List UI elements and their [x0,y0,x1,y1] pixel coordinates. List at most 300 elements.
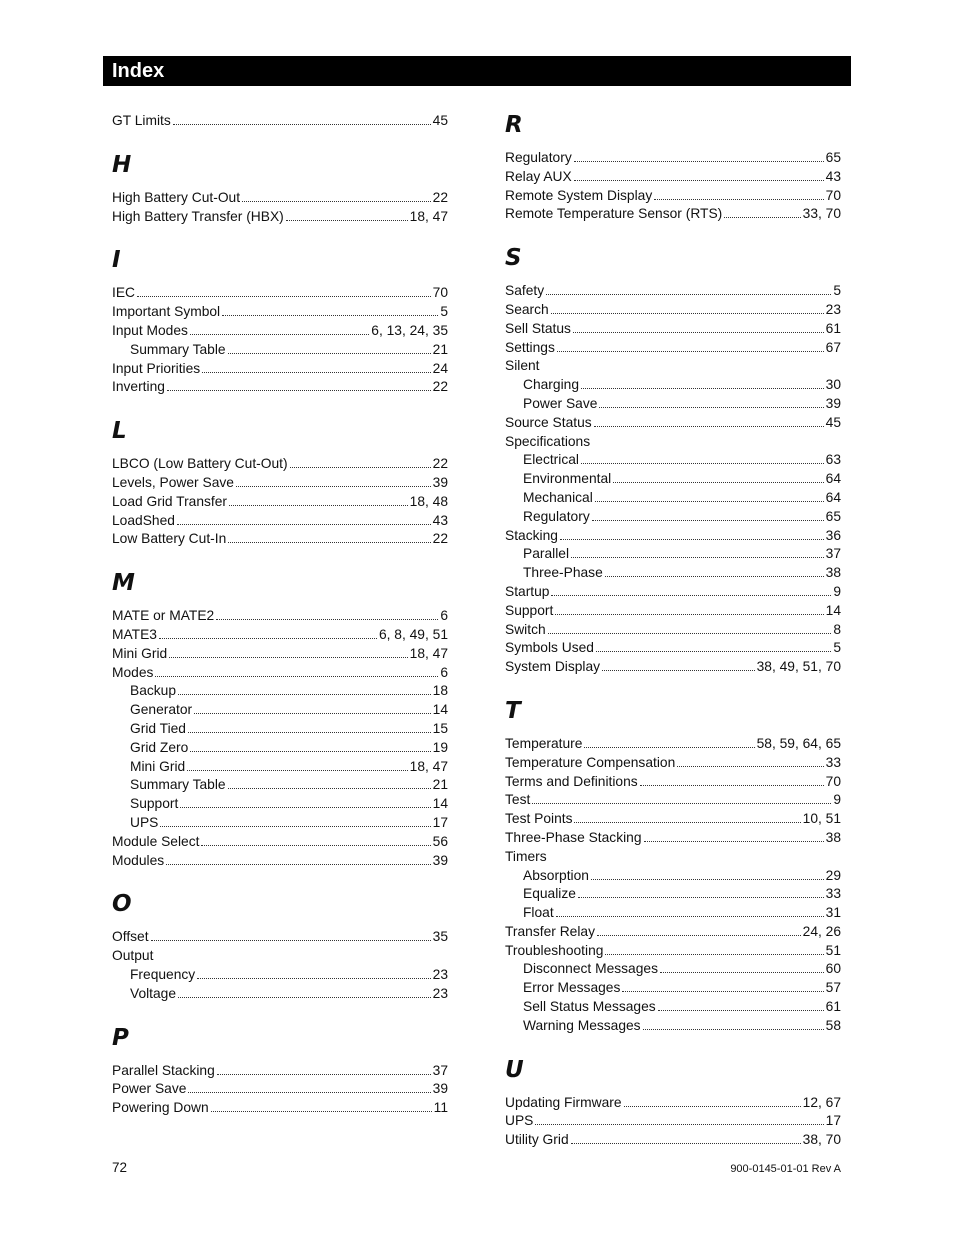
index-subentry [505,470,841,489]
entry-pages: 6 [440,664,448,680]
index-entry [505,301,841,320]
dot-leader [571,1133,801,1144]
entry-term: Electrical [523,452,579,468]
index-entry [505,848,841,867]
section-spacer [112,226,448,247]
entry-term: Test [505,792,531,808]
entry-term: LBCO (Low Battery Cut-Out) [112,456,288,472]
index-entry [505,149,841,168]
dot-leader [605,566,824,577]
entry-pages: 5 [833,640,841,656]
entry-pages: 57 [825,980,841,996]
dot-leader [228,778,431,789]
index-entry [505,1094,841,1113]
entry-term: Modes [112,664,154,680]
entry-term: Mechanical [523,489,593,505]
entry-term: Powering Down [112,1100,209,1116]
index-entry [112,607,448,626]
entry-term: Grid Zero [130,739,189,755]
index-entry [505,773,841,792]
dot-leader [602,660,755,671]
index-entry [112,852,448,871]
entry-term: Absorption [523,867,589,883]
entry-pages: 37 [825,546,841,562]
entry-term: Utility Grid [505,1132,569,1148]
dot-leader [643,1019,824,1030]
entry-pages: 35 [432,929,448,945]
index-subentry [112,720,448,739]
entry-pages: 9 [833,583,841,599]
section-letter-heading: P [112,1024,129,1051]
index-entry [112,189,448,208]
entry-term: LoadShed [112,512,175,528]
index-entry [505,810,841,829]
entry-term: Settings [505,339,555,355]
entry-pages: 36 [825,527,841,543]
index-entry [112,645,448,664]
entry-term: Search [505,301,549,317]
index-entry [112,664,448,683]
dot-leader [532,793,831,804]
entry-pages: 45 [432,113,448,128]
index-entry [505,791,841,810]
index-subentry [505,545,841,564]
dot-leader [574,812,800,823]
entry-pages: 22 [432,189,448,205]
index-entry [505,339,841,358]
section-spacer [112,131,448,152]
entry-pages: 70 [432,285,448,301]
entry-pages: 43 [825,168,841,184]
dot-leader [597,925,801,936]
entry-pages: 39 [432,474,448,490]
index-entry [505,829,841,848]
entry-term: Load Grid Transfer [112,493,228,509]
entry-pages: 63 [825,452,841,468]
index-entry [112,474,448,493]
entry-pages: 18, 47 [409,208,448,224]
dot-leader [573,321,824,332]
index-entry [505,205,841,224]
entry-term: Module Select [112,833,200,849]
entry-pages: 45 [825,414,841,430]
entry-pages: 21 [432,341,448,357]
dot-leader [236,476,431,487]
dot-leader [581,453,824,464]
dot-leader [560,528,824,539]
entry-pages: 22 [432,531,448,547]
entry-pages: 5 [440,304,448,320]
dot-leader [724,207,800,218]
index-entry [112,928,448,947]
entry-pages: 8 [833,621,841,637]
dot-leader [211,1101,432,1112]
entry-pages: 21 [432,777,448,793]
entry-pages: 17 [825,1113,841,1129]
entry-pages: 18, 47 [409,758,448,774]
entry-term: Mini Grid [112,645,168,661]
dot-leader [151,930,431,941]
dot-leader [592,509,824,520]
entry-term: Three-Phase [523,565,603,581]
entry-pages: 10, 51 [802,811,841,827]
entry-term: Warning Messages [523,1017,641,1033]
index-entry [505,187,841,206]
entry-pages: 38, 49, 51, 70 [756,659,841,675]
entry-pages: 23 [825,301,841,317]
entry-pages: 37 [432,1062,448,1078]
entry-pages: 61 [825,320,841,336]
dot-leader [216,609,438,620]
entry-pages: 14 [432,796,448,812]
entry-pages: 58, 59, 64, 65 [756,735,841,751]
index-entry [112,947,448,966]
dot-leader [228,342,431,353]
index-subentry [505,376,841,395]
dot-leader [571,547,824,558]
entry-pages: 5 [833,283,841,299]
entry-pages: 9 [833,792,841,808]
index-entry [112,455,448,474]
entry-term: Updating Firmware [505,1094,622,1110]
dot-leader [201,834,430,845]
dot-leader [660,962,824,973]
index-entry [112,360,448,379]
entry-pages: 12, 67 [802,1094,841,1110]
entry-term: Safety [505,283,545,299]
entry-pages: 14 [432,702,448,718]
dot-leader [599,397,823,408]
index-subentry [112,966,448,985]
index-entry [112,303,448,322]
entry-term: Switch [505,621,546,637]
entry-pages: 39 [432,1081,448,1097]
index-entry [112,112,448,131]
dot-leader [605,943,823,954]
entry-term: Test Points [505,811,573,827]
index-subentry [112,739,448,758]
index-entry [112,284,448,303]
entry-pages: 17 [432,814,448,830]
entry-term: Error Messages [523,980,621,996]
entry-term: Mini Grid [130,758,186,774]
index-entry [112,208,448,227]
dot-leader [228,532,430,543]
section-spacer [112,549,448,570]
index-section [112,870,448,1003]
entry-term: Parallel [523,546,570,562]
entry-pages: 33, 70 [802,206,841,222]
dot-leader [622,981,823,992]
dot-leader [217,1063,431,1074]
dot-leader [555,603,823,614]
dot-leader [229,494,408,505]
index-entry [112,493,448,512]
dot-leader [581,378,824,389]
index-subentry [505,451,841,470]
entry-term: Timers [505,848,547,864]
section-letter-heading: L [112,418,127,445]
dot-leader [551,303,824,314]
index-entry [505,942,841,961]
index-subentry [112,682,448,701]
dot-leader [194,703,431,714]
section-letter-heading: U [505,1056,524,1083]
dot-leader [169,646,407,657]
entry-pages: 58 [825,1017,841,1033]
index-entry [505,735,841,754]
dot-leader [644,831,824,842]
entry-pages: 19 [432,739,448,755]
dot-leader [548,622,832,633]
dot-leader [654,188,823,199]
entry-pages: 43 [432,512,448,528]
entry-term: Float [523,905,554,921]
dot-leader [242,190,431,201]
entry-term: Sell Status [505,320,571,336]
dot-leader [535,1114,823,1125]
dot-leader [551,585,831,596]
section-letter-heading: H [112,151,132,178]
entry-term: Power Save [112,1081,187,1097]
page-title: Index [112,60,165,82]
index-subentry [505,885,841,904]
entry-term: Specifications [505,433,591,449]
entry-pages: 70 [825,187,841,203]
index-section [505,677,841,1036]
index-subentry [112,758,448,777]
section-spacer [112,397,448,418]
entry-term: Silent [505,358,540,374]
entry-term: Startup [505,583,550,599]
dot-leader [167,380,431,391]
entry-pages: 18, 47 [409,645,448,661]
entry-pages: 24, 26 [802,923,841,939]
entry-term: High Battery Transfer (HBX) [112,208,284,224]
dot-leader [595,491,824,502]
section-spacer [505,677,841,698]
entry-pages: 67 [825,339,841,355]
entry-term: Regulatory [523,508,590,524]
dot-leader [578,887,824,898]
dot-leader [160,816,430,827]
dot-leader [640,774,824,785]
index-section [112,226,448,397]
index-section [505,112,841,224]
entry-term: Input Modes [112,322,188,338]
entry-pages: 22 [432,379,448,395]
dot-leader [286,209,408,220]
index-entry [112,512,448,531]
index-entry [505,282,841,301]
entry-term: Support [505,602,554,618]
dot-leader [159,628,377,639]
dot-leader [187,759,407,770]
entry-term: Environmental [523,471,612,487]
dot-leader [658,1000,824,1011]
index-entry [112,1080,448,1099]
index-entry [505,658,841,677]
index-subentry [112,701,448,720]
dot-leader [202,361,430,372]
entry-pages: 23 [432,966,448,982]
dot-leader [591,868,824,879]
dot-leader [188,722,431,733]
entry-term: Frequency [130,966,196,982]
index-subentry [112,795,448,814]
entry-term: Input Priorities [112,360,201,376]
dot-leader [190,324,369,335]
dot-leader [190,740,430,751]
entry-pages: 33 [825,754,841,770]
section-letter-heading: I [112,247,121,274]
entry-term: Levels, Power Save [112,474,234,490]
index-subentry [112,341,448,360]
entry-pages: 60 [825,961,841,977]
index-entry [505,1131,841,1150]
entry-pages: 31 [825,905,841,921]
entry-pages: 38 [825,829,841,845]
index-column-right [505,112,841,1150]
entry-pages: 6 [440,608,448,624]
index-subentry [505,1017,841,1036]
entry-pages: 65 [825,150,841,165]
entry-term: Remote Temperature Sensor (RTS) [505,206,723,222]
index-section [112,397,448,549]
entry-pages: 6, 8, 49, 51 [378,626,448,642]
entry-term: Troubleshooting [505,942,604,958]
entry-term: Backup [130,683,177,699]
entry-term: Generator [130,702,193,718]
index-entry [112,530,448,549]
dot-leader [596,641,831,652]
index-subentry [505,489,841,508]
section-letter-heading: R [505,112,523,138]
section-spacer [505,224,841,245]
entry-pages: 38 [825,565,841,581]
entry-term: Summary Table [130,777,226,793]
section-letter-heading: S [505,245,522,272]
index-subentry [505,867,841,886]
index-header-banner [103,56,851,86]
dot-leader [546,284,831,295]
entry-term: Modules [112,852,165,868]
index-entry [112,1099,448,1118]
dot-leader [584,737,754,748]
entry-term: UPS [505,1113,534,1129]
entry-pages: 29 [825,867,841,883]
entry-term: Regulatory [505,150,572,165]
entry-pages: 65 [825,508,841,524]
dot-leader [180,797,430,808]
entry-term: Support [130,796,179,812]
dot-leader [624,1095,801,1106]
index-entry [112,833,448,852]
entry-pages: 56 [432,833,448,849]
entry-pages: 6, 13, 24, 35 [371,322,448,338]
dot-leader [574,151,824,162]
index-subentry [505,564,841,583]
entry-pages: 39 [432,852,448,868]
index-entry [505,1112,841,1131]
entry-pages: 51 [825,942,841,958]
section-spacer [112,1004,448,1025]
dot-leader [197,968,430,979]
dot-leader [222,305,438,316]
index-entry [505,320,841,339]
section-letter-heading: T [505,697,521,724]
entry-term: GT Limits [112,113,171,128]
entry-term: Grid Tied [130,720,186,736]
entry-pages: 18, 48 [409,493,448,509]
entry-term: Stacking [505,527,558,543]
entry-pages: 33 [825,886,841,902]
index-subentry [112,814,448,833]
entry-pages: 11 [433,1100,448,1116]
entry-term: UPS [130,814,159,830]
entry-term: Summary Table [130,341,226,357]
page-number: 72 [112,1160,128,1175]
dot-leader [677,755,823,766]
entry-term: Disconnect Messages [523,961,658,977]
entry-term: MATE or MATE2 [112,608,215,624]
index-section [112,131,448,227]
entry-pages: 39 [825,395,841,411]
dot-leader [173,114,431,125]
entry-pages: 30 [825,377,841,393]
index-entry [505,527,841,546]
index-entry [505,923,841,942]
entry-term: IEC [112,285,135,301]
dot-leader [556,906,824,917]
document-number: 900-0145-01-01 Rev A [730,1163,841,1175]
index-entry [505,621,841,640]
index-entry [112,626,448,645]
index-subentry [505,998,841,1017]
index-column-left [112,112,448,1118]
index-entry [505,357,841,376]
entry-term: Temperature [505,735,583,751]
entry-term: Source Status [505,414,592,430]
dot-leader [188,1082,430,1093]
index-subentry [505,904,841,923]
dot-leader [137,286,431,297]
index-entry [112,1062,448,1081]
entry-term: Power Save [523,395,598,411]
entry-pages: 64 [825,471,841,487]
entry-pages: 70 [825,773,841,789]
index-subentry [112,776,448,795]
index-entry [112,378,448,397]
index-entry [505,754,841,773]
entry-term: Transfer Relay [505,923,595,939]
index-section [112,1004,448,1118]
entry-term: Relay AUX [505,168,572,184]
dot-leader [178,986,431,997]
entry-term: Temperature Compensation [505,754,676,770]
index-subentry [112,985,448,1004]
entry-term: System Display [505,659,601,675]
index-section [112,549,448,870]
entry-term: High Battery Cut-Out [112,189,241,205]
entry-term: Important Symbol [112,304,221,320]
entry-pages: 15 [432,720,448,736]
entry-pages: 18 [432,683,448,699]
entry-term: Charging [523,377,579,393]
dot-leader [613,472,823,483]
entry-term: Inverting [112,379,165,395]
index-section [505,224,841,677]
